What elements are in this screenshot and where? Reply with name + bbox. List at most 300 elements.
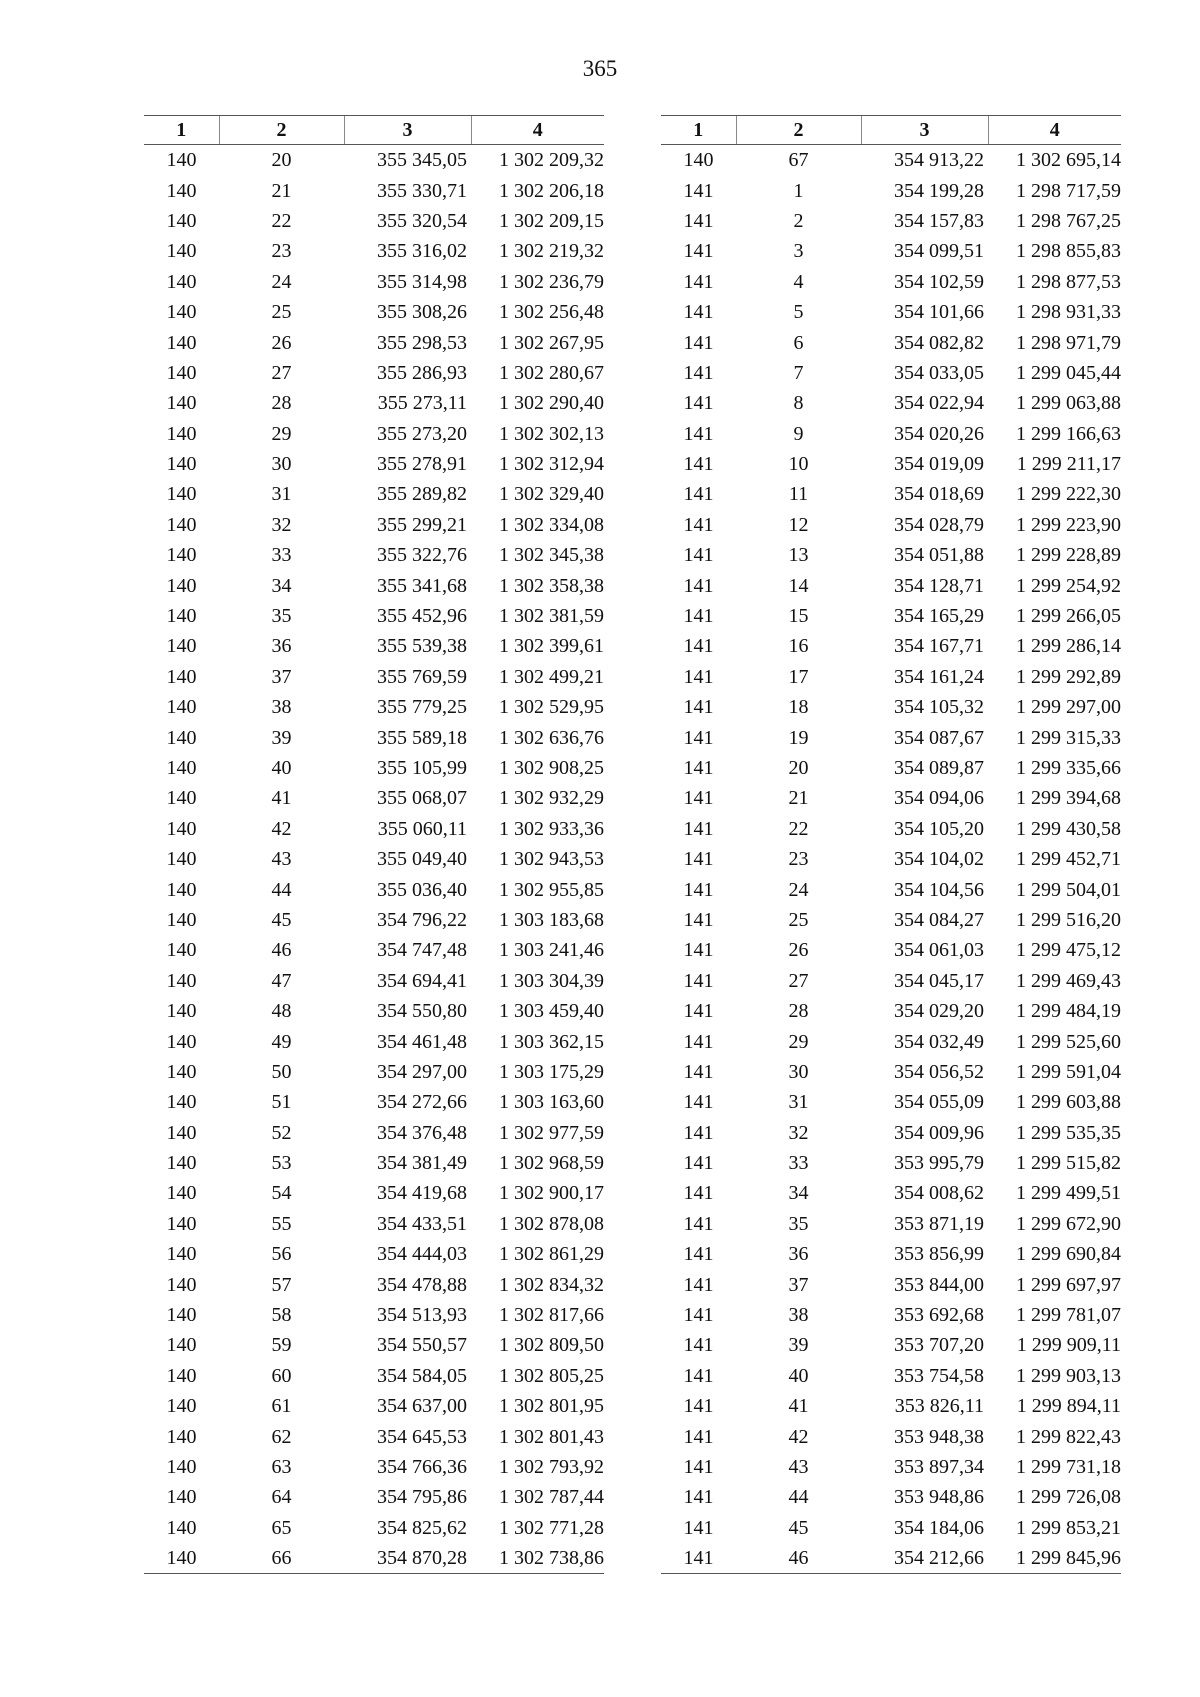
table-cell: 1 299 909,11: [1016, 1334, 1121, 1357]
table-cell: 355 278,91: [377, 453, 467, 476]
table-cell: 354 105,32: [894, 696, 984, 719]
table-cell: 354 199,28: [894, 179, 984, 202]
table-cell: 1 302 900,17: [499, 1182, 604, 1205]
table-cell: 47: [271, 969, 292, 992]
table-cell: 140: [166, 665, 197, 688]
table-cell: 35: [271, 605, 292, 628]
table-cell: 34: [271, 574, 292, 597]
table-row: [661, 1513, 1121, 1543]
table-cell: 36: [271, 635, 292, 658]
table-cell: 31: [788, 1091, 809, 1114]
table-row: [661, 1178, 1121, 1208]
table-cell: 141: [683, 1364, 714, 1387]
table-cell: 1 302 908,25: [499, 757, 604, 779]
table-row: [661, 175, 1121, 205]
table-cell: 7: [793, 361, 804, 384]
table-row: [144, 570, 604, 600]
table-row: [661, 145, 1121, 176]
table-cell: 353 707,20: [894, 1334, 984, 1357]
table-cell: 141: [683, 1091, 714, 1114]
table-cell: 1 298 855,83: [1016, 240, 1121, 263]
table-cell: 140: [166, 1455, 197, 1478]
table-cell: 52: [271, 1121, 292, 1144]
table-row: [144, 1269, 604, 1299]
table-cell: 3: [793, 240, 804, 263]
table-cell: 354 089,87: [894, 757, 984, 779]
table-cell: 141: [683, 605, 714, 628]
table-row: [144, 1239, 604, 1269]
table-cell: 1 299 484,19: [1016, 1000, 1121, 1023]
table-row: [144, 1148, 604, 1178]
table-cell: 354 008,62: [894, 1182, 984, 1205]
table-row: [661, 783, 1121, 813]
table-cell: 141: [683, 392, 714, 415]
table-cell: 354 637,00: [377, 1395, 467, 1418]
table-cell: 40: [788, 1364, 809, 1387]
table-row: [144, 1361, 604, 1391]
table-row: [661, 1452, 1121, 1482]
table-cell: 140: [166, 1304, 197, 1327]
table-cell: 353 856,99: [894, 1243, 984, 1266]
table-cell: 140: [166, 270, 197, 293]
table-cell: 140: [166, 696, 197, 719]
table-row: [144, 814, 604, 844]
table-cell: 355 316,02: [377, 240, 467, 263]
table-cell: 141: [683, 209, 714, 232]
table-cell: 354 870,28: [344, 1543, 471, 1574]
table-cell: 65: [271, 1516, 292, 1539]
table-cell: 1 299 315,33: [1016, 726, 1121, 749]
table-cell: 44: [788, 1486, 809, 1509]
table-cell: 141: [683, 544, 714, 567]
table-cell: 1 299 603,88: [1016, 1091, 1121, 1114]
table-row: [661, 1361, 1121, 1391]
table-cell: 1 299 731,18: [1016, 1455, 1121, 1478]
table-cell: 22: [271, 209, 292, 232]
table-row: [144, 601, 604, 631]
table-cell: 64: [271, 1486, 292, 1509]
table-cell: 1 302 955,85: [499, 878, 604, 901]
table-cell: 20: [788, 757, 809, 779]
table-row: [661, 1269, 1121, 1299]
table-cell: 53: [271, 1152, 292, 1175]
table-row: [661, 327, 1121, 357]
table-cell: 21: [271, 179, 292, 202]
table-cell: 353 948,38: [894, 1425, 984, 1448]
table-row: [661, 996, 1121, 1026]
column-header: 3: [861, 116, 988, 145]
table-cell: 13: [788, 544, 809, 567]
table-cell: 141: [683, 1395, 714, 1418]
table-cell: 37: [271, 665, 292, 688]
table-cell: 141: [683, 1060, 714, 1083]
table-cell: 1 299 845,96: [988, 1543, 1121, 1574]
table-cell: 140: [166, 483, 197, 506]
table-cell: 60: [271, 1364, 292, 1387]
table-cell: 32: [788, 1121, 809, 1144]
table-row: [144, 966, 604, 996]
table-cell: 44: [271, 878, 292, 901]
table-cell: 1 299 166,63: [1016, 422, 1121, 445]
table-cell: 353 871,19: [894, 1212, 984, 1235]
table-cell: 67: [788, 149, 809, 172]
table-cell: 1 299 469,43: [1016, 969, 1121, 992]
table-cell: 354 029,20: [894, 1000, 984, 1023]
page-number: 365: [582, 56, 618, 81]
table-cell: 58: [271, 1304, 292, 1327]
table-cell: 1 299 903,13: [1016, 1364, 1121, 1387]
table-cell: 140: [166, 1364, 197, 1387]
table-row: [144, 935, 604, 965]
table-cell: 141: [683, 453, 714, 476]
table-cell: 355 299,21: [377, 513, 467, 536]
table-cell: 355 298,53: [377, 331, 467, 354]
table-cell: 354 165,29: [894, 605, 984, 628]
table-cell: 141: [683, 1121, 714, 1144]
table-cell: 1 298 877,53: [1016, 270, 1121, 293]
table-cell: 26: [271, 331, 292, 354]
table-cell: 1 299 222,30: [1016, 483, 1121, 506]
table-cell: 23: [788, 848, 809, 871]
table-cell: 1 302 209,32: [499, 149, 604, 172]
table-row: [144, 1482, 604, 1512]
table-cell: 141: [683, 1455, 714, 1478]
table-cell: 15: [788, 605, 809, 628]
table-cell: 354 033,05: [894, 361, 984, 384]
table-row: [661, 1330, 1121, 1360]
table-cell: 141: [683, 1182, 714, 1205]
table-cell: 354 051,88: [894, 544, 984, 567]
table-cell: 140: [166, 1212, 197, 1235]
table-cell: 43: [271, 848, 292, 871]
table-cell: 2: [793, 209, 804, 232]
table-cell: 353 692,68: [894, 1304, 984, 1327]
table-row: [144, 905, 604, 935]
table-cell: 1 302 256,48: [499, 301, 604, 324]
table-cell: 1 302 977,59: [499, 1121, 604, 1144]
table-cell: 1 302 933,36: [499, 817, 604, 840]
table-cell: 1 298 931,33: [1016, 301, 1121, 324]
table-cell: 1 299 499,51: [1016, 1182, 1121, 1205]
table-row: [661, 1543, 1121, 1574]
table-cell: 141: [683, 939, 714, 962]
table-cell: 19: [788, 726, 809, 749]
table-cell: 46: [271, 939, 292, 962]
coordinates-table-right: [661, 115, 1121, 1574]
table-cell: 1 298 971,79: [1016, 331, 1121, 354]
table-row: [144, 783, 604, 813]
table-cell: 354 184,06: [894, 1516, 984, 1539]
table-row: [661, 753, 1121, 783]
table-cell: 141: [683, 1000, 714, 1023]
table-cell: 354 825,62: [377, 1516, 467, 1539]
table-cell: 140: [166, 301, 197, 324]
table-cell: 354 795,86: [377, 1486, 467, 1509]
table-cell: 1 299 781,07: [1016, 1304, 1121, 1327]
table-cell: 29: [271, 422, 292, 445]
table-cell: 354 766,36: [377, 1455, 467, 1478]
table-cell: 140: [166, 969, 197, 992]
table-cell: 10: [788, 453, 809, 476]
table-cell: 1 302 861,29: [499, 1243, 604, 1266]
table-cell: 140: [166, 726, 197, 749]
table-cell: 355 273,20: [377, 422, 467, 445]
table-cell: 355 036,40: [377, 878, 467, 901]
table-cell: 42: [271, 817, 292, 840]
table-cell: 1 302 932,29: [499, 787, 604, 810]
table-cell: 140: [166, 453, 197, 476]
table-row: [144, 1178, 604, 1208]
table-cell: 141: [683, 574, 714, 597]
table-cell: 48: [271, 1000, 292, 1023]
table-cell: 1 299 045,44: [1016, 361, 1121, 384]
table-cell: 140: [166, 361, 197, 384]
table-cell: 140: [166, 757, 197, 779]
table-cell: 5: [793, 301, 804, 324]
table-cell: 1 302 209,15: [499, 209, 604, 232]
table-cell: 354 550,57: [377, 1334, 467, 1357]
table-cell: 1 299 223,90: [1016, 513, 1121, 536]
table-row: [144, 1513, 604, 1543]
table-cell: 354 094,06: [894, 787, 984, 810]
table-cell: 31: [271, 483, 292, 506]
table-cell: 140: [166, 513, 197, 536]
table-cell: 1 302 771,28: [499, 1516, 604, 1539]
table-cell: 140: [166, 1486, 197, 1509]
table-row: [144, 510, 604, 540]
table-cell: 1 298 767,25: [1016, 209, 1121, 232]
table-row: [144, 722, 604, 752]
table-cell: 354 272,66: [377, 1091, 467, 1114]
table-cell: 24: [788, 878, 809, 901]
table-cell: 141: [683, 331, 714, 354]
table-cell: 1 302 329,40: [499, 483, 604, 506]
table-cell: 43: [788, 1455, 809, 1478]
table-row: [661, 662, 1121, 692]
table-cell: 141: [683, 513, 714, 536]
table-cell: 14: [788, 574, 809, 597]
table-cell: 1 302 943,53: [499, 848, 604, 871]
table-row: [661, 479, 1121, 509]
table-cell: 140: [166, 635, 197, 658]
table-cell: 29: [788, 1030, 809, 1053]
table-cell: 354 101,66: [894, 301, 984, 324]
table-cell: 1 302 817,66: [499, 1304, 604, 1327]
table-cell: 55: [271, 1212, 292, 1235]
table-row: [144, 662, 604, 692]
table-cell: 354 082,82: [894, 331, 984, 354]
table-cell: 141: [683, 726, 714, 749]
table-row: [144, 419, 604, 449]
table-cell: 1 299 516,20: [1016, 908, 1121, 931]
table-row: [144, 844, 604, 874]
table-row: [144, 1087, 604, 1117]
table-cell: 27: [788, 969, 809, 992]
table-cell: 355 330,71: [377, 179, 467, 202]
table-cell: 140: [166, 544, 197, 567]
table-cell: 355 060,11: [377, 817, 467, 840]
column-header: 4: [988, 116, 1121, 145]
table-cell: 353 897,34: [894, 1455, 984, 1478]
table-cell: 354 376,48: [377, 1121, 467, 1144]
table-cell: 1 302 636,76: [499, 726, 604, 749]
table-cell: 1 303 304,39: [499, 969, 604, 992]
table-cell: 37: [788, 1273, 809, 1296]
table-cell: 140: [166, 817, 197, 840]
table-cell: 141: [683, 422, 714, 445]
table-cell: 355 452,96: [377, 605, 467, 628]
table-cell: 18: [788, 696, 809, 719]
table-cell: 1 302 787,44: [499, 1486, 604, 1509]
table-cell: 1 303 362,15: [499, 1030, 604, 1053]
table-cell: 141: [683, 817, 714, 840]
table-cell: 63: [271, 1455, 292, 1478]
table-cell: 1 299 292,89: [1016, 665, 1121, 688]
table-cell: 21: [788, 787, 809, 810]
table-row: [144, 1300, 604, 1330]
table-cell: 36: [788, 1243, 809, 1266]
table-row: [661, 206, 1121, 236]
table-cell: 354 212,66: [861, 1543, 988, 1574]
table-row: [144, 267, 604, 297]
table-row: [661, 1026, 1121, 1056]
table-row: [661, 935, 1121, 965]
table-row: [661, 297, 1121, 327]
table-cell: 1 302 695,14: [1016, 149, 1121, 172]
table-cell: 140: [166, 149, 197, 172]
table-cell: 1 302 334,08: [499, 513, 604, 536]
table-cell: 141: [683, 787, 714, 810]
table-cell: 1 302 805,25: [499, 1364, 604, 1387]
table-cell: 355 314,98: [377, 270, 467, 293]
table-cell: 49: [271, 1030, 292, 1053]
table-cell: 140: [166, 1152, 197, 1175]
table-cell: 28: [788, 1000, 809, 1023]
table-cell: 57: [271, 1273, 292, 1296]
table-cell: 6: [793, 331, 804, 354]
table-cell: 353 995,79: [894, 1152, 984, 1175]
table-row: [144, 236, 604, 266]
table-header-row: [144, 116, 604, 145]
table-cell: 354 032,49: [894, 1030, 984, 1053]
table-cell: 354 419,68: [377, 1182, 467, 1205]
table-cell: 140: [144, 1543, 219, 1574]
table-cell: 27: [271, 361, 292, 384]
table-row: [661, 874, 1121, 904]
table-cell: 140: [166, 240, 197, 263]
table-row: [144, 206, 604, 236]
table-cell: 353 754,58: [894, 1364, 984, 1387]
table-row: [661, 1118, 1121, 1148]
table-cell: 140: [166, 1182, 197, 1205]
table-cell: 1 302 801,95: [499, 1395, 604, 1418]
table-cell: 140: [166, 848, 197, 871]
table-row: [661, 1057, 1121, 1087]
table-cell: 140: [166, 422, 197, 445]
table-cell: 354 747,48: [377, 939, 467, 962]
table-row: [144, 1057, 604, 1087]
table-cell: 354 381,49: [377, 1152, 467, 1175]
table-row: [144, 479, 604, 509]
table-cell: 141: [683, 270, 714, 293]
table-row: [144, 449, 604, 479]
table-cell: 33: [788, 1152, 809, 1175]
table-body-right: [661, 145, 1121, 1574]
table-row: [144, 327, 604, 357]
table-row: [661, 449, 1121, 479]
coordinates-table-left: [144, 115, 604, 1574]
table-cell: 141: [683, 635, 714, 658]
table-row: [661, 814, 1121, 844]
table-row: [144, 297, 604, 327]
table-cell: 354 084,27: [894, 908, 984, 931]
table-cell: 1 299 853,21: [1016, 1516, 1121, 1539]
table-cell: 141: [683, 1486, 714, 1509]
table-cell: 1 299 286,14: [1016, 635, 1121, 658]
table-cell: 4: [793, 270, 804, 293]
table-cell: 1 299 535,35: [1016, 1121, 1121, 1144]
table-cell: 46: [736, 1543, 861, 1574]
table-cell: 354 018,69: [894, 483, 984, 506]
table-cell: 30: [271, 453, 292, 476]
table-cell: 141: [683, 969, 714, 992]
table-cell: 140: [166, 1273, 197, 1296]
table-cell: 1 303 183,68: [499, 908, 604, 931]
table-cell: 1 298 717,59: [1016, 179, 1121, 202]
table-cell: 1 302 358,38: [499, 574, 604, 597]
table-cell: 1 299 211,17: [1016, 453, 1121, 476]
table-cell: 140: [166, 1516, 197, 1539]
table-cell: 1 299 394,68: [1016, 787, 1121, 810]
table-cell: 1 302 499,21: [499, 665, 604, 688]
table-cell: 1 302 738,86: [471, 1543, 604, 1574]
table-cell: 1 302 312,94: [499, 453, 604, 476]
table-cell: 1 302 878,08: [499, 1212, 604, 1235]
table-cell: 354 028,79: [894, 513, 984, 536]
table-row: [661, 1239, 1121, 1269]
table-cell: 354 913,22: [894, 149, 984, 172]
table-row: [661, 236, 1121, 266]
table-cell: 141: [683, 301, 714, 324]
table-cell: 1 303 459,40: [499, 1000, 604, 1023]
table-cell: 355 308,26: [377, 301, 467, 324]
table-cell: 140: [166, 1243, 197, 1266]
table-cell: 354 444,03: [377, 1243, 467, 1266]
table-row: [661, 1391, 1121, 1421]
table-cell: 9: [793, 422, 804, 445]
table-row: [661, 1148, 1121, 1178]
table-cell: 42: [788, 1425, 809, 1448]
table-cell: 39: [788, 1334, 809, 1357]
table-cell: 355 068,07: [377, 787, 467, 810]
table-cell: 141: [683, 1030, 714, 1053]
table-cell: 1 303 241,46: [499, 939, 604, 962]
table-cell: 1: [793, 179, 804, 202]
table-cell: 1 302 267,95: [499, 331, 604, 354]
table-row: [661, 388, 1121, 418]
table-row: [144, 1421, 604, 1451]
table-cell: 354 061,03: [894, 939, 984, 962]
table-cell: 20: [271, 149, 292, 172]
table-cell: 140: [166, 331, 197, 354]
table-cell: 32: [271, 513, 292, 536]
table-row: [144, 1118, 604, 1148]
table-row: [144, 175, 604, 205]
table-cell: 141: [683, 1334, 714, 1357]
table-cell: 56: [271, 1243, 292, 1266]
table-cell: 1 299 266,05: [1016, 605, 1121, 628]
table-cell: 24: [271, 270, 292, 293]
